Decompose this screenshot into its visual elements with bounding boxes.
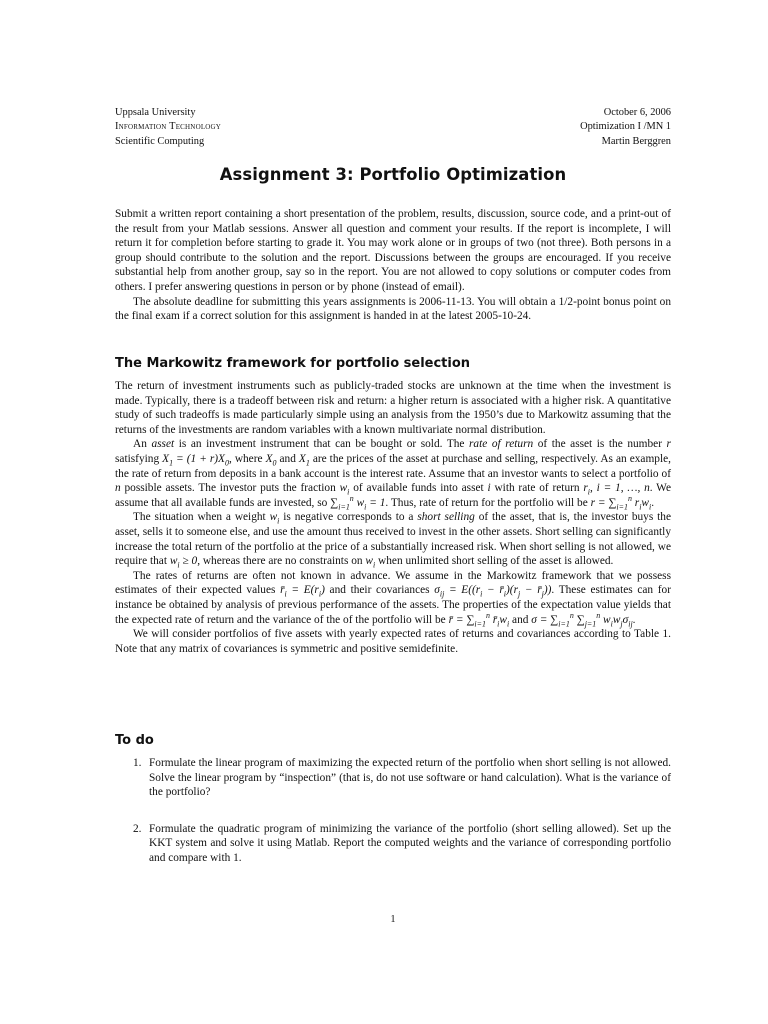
text-span: of the asset is the number xyxy=(537,438,662,451)
math-wi: $w_i$ xyxy=(339,482,350,497)
todo-item-text: Formulate the quadratic program of minimizing the variance of the portfolio (short selling allowed). Set up the KKT system and solve it using Matlab. Report the computed weights and the variance of corresponding portfolio and compare with 1. xyxy=(149,822,671,864)
text-span: with rate of return xyxy=(494,482,580,495)
todo-item-text: Formulate the linear program of maximizing the expected return of the portfolio when short selling is not allowed. Solve the linear program by “inspection” (that is, do not use software or hand calculation). What is the variance of the portfolio? xyxy=(149,757,671,799)
math-return-equation: $X_1 = (1 + r)X_0$ xyxy=(162,452,229,468)
text-span: . These estimates can for instance be obtained by analysis of previous performance of the assets. The properties of the expectation value yields that the expected rate of return and the variance of the of the portfolio will be xyxy=(115,584,671,626)
text-span: is an investment instrument that can be bought or sold. The xyxy=(178,438,465,451)
term-rate-of-return: rate of return xyxy=(469,438,534,451)
todo-item-2 xyxy=(115,822,671,866)
page-number: 1 xyxy=(390,914,396,925)
math-n: n xyxy=(115,482,121,495)
text-span: of the asset, that is, the investor buys the asset, sells it to someone else, and use the amount thus received to invest in the other assets. Short selling can significantly increase the total return of the portfolio at the price of a substantially increased risk. When short selling is not allowed, we require that xyxy=(115,511,672,568)
header-university: Uppsala University xyxy=(115,107,196,118)
term-asset: asset xyxy=(151,438,175,451)
math-r: r xyxy=(666,438,671,451)
text-span: possible assets. The investor puts the fraction xyxy=(124,482,336,495)
text-span: . We assume that all available funds are invested, so xyxy=(115,482,672,509)
intro-paragraph-2: The absolute deadline for submitting this years assignments is 2006-11-13. You will obtain a 1/2-point bonus point on the final exam if a correct solution for this assignment is handed in at the latest 2005-10-24. xyxy=(115,295,671,323)
math-i: i xyxy=(487,482,491,495)
text-span: An xyxy=(133,438,147,451)
section-heading-markowitz: The Markowitz framework for portfolio selection xyxy=(115,356,471,371)
math-wi: $w_i$ xyxy=(365,555,376,570)
text-span: and xyxy=(512,613,529,626)
page-title: Assignment 3: Portfolio Optimization xyxy=(219,165,567,184)
math-wi: $w_i$ xyxy=(269,511,280,526)
markowitz-paragraph-3 xyxy=(115,510,671,568)
header-division: Scientific Computing xyxy=(115,135,205,147)
todo-item-number: 2. xyxy=(133,822,142,835)
math-expected-value: $r̄_i = E(r_i)$ xyxy=(280,584,325,599)
header-left xyxy=(115,106,221,149)
markowitz-paragraph-5: We will consider portfolios of five assets with yearly expected rates of returns and covariances according to Table 1. Note that any matrix of covariances is symmetric and positive semidefinite. xyxy=(115,628,671,655)
header-date: October 6, 2006 xyxy=(603,107,671,118)
math-ri-range: $r_i$, i = 1, …, n xyxy=(583,482,650,497)
math-portfolio-return: $r = \sum_{i=1}^n$ $r_iw_i$ xyxy=(590,493,652,512)
header-right xyxy=(580,106,671,149)
text-span: of available funds into asset xyxy=(353,482,484,495)
text-span: when unlimited short selling of the asset is allowed. xyxy=(378,555,614,568)
text-span: The situation when a weight xyxy=(133,511,266,524)
math-x0: $X_0$ xyxy=(265,452,277,468)
todo-item-1 xyxy=(115,756,671,800)
markowitz-paragraph-1: The return of investment instruments such as publicly-traded stocks are unknown at the time when the investment is made. Typically, there is a tradeoff between risk and return: a higher return is associated with a higher risk. A quantitative study of such tradeoffs is made particularly simple using an analysis from the 1950’s due to Markowitz assuming that the returns of the investments are random variables with a known multivariate normal distribution. xyxy=(115,380,671,436)
markowitz-paragraph-2: An asset is an investment instrument that can be bought or sold. The rate of return of the asset is the number r satisfying $X_1 = (1 + r)X_0$, where $X_0$ and $X_1$ are the prices of the asset at purchase and selling, respectively. As an example, the rate of return from deposits in a bank account is the interest rate. Assume that an investor wants to select a portfolio of n possible assets. The investor puts the fraction $w_i$ of available funds into asset i with rate of return $r_i$, i = 1, …, n. We assume that all available funds are invested, so $\sum_{i=1}^n$ $w_i = 1$. Thus, rate of return for the portfolio will be $r = \sum_{i=1}^n$ $r_iw_i$. xyxy=(115,438,672,512)
text-span: . Thus, rate of return for the portfolio will be xyxy=(385,496,588,509)
text-span: are the prices of the asset at purchase and selling, respectively. As an example, the rate of return from deposits in a bank account is the interest rate. Assume that an investor wants to select a portfolio of xyxy=(115,452,671,480)
text-span: , whereas there are no constraints on xyxy=(197,555,363,568)
header-course: Optimization I /MN 1 xyxy=(580,121,671,133)
math-sum-weights: $\sum_{i=1}^n$ $w_i = 1$ xyxy=(330,493,386,512)
todo-list xyxy=(115,756,671,866)
markowitz-paragraph-4: The rates of returns are often not known in advance. We assume in the Markowitz framework that we possess estimates of their expected values $r̄_i = E(r_i)$ and their covariances $\sigma_{ij} = E((r_i$ − $r̄_i)(r_j$ − $r̄_j$)). These estimates can for instance be obtained by analysis of previous performance of the assets. The properties of the expectation value yields that the expected rate of return and the variance of the of the portfolio will be r̄ = $\sum_{i=1}^n$ $r̄_iw_i$ and $\sigma = \sum_{i=1}^n$ $\sum_{j=1}^n$ $w_iw_j\sigma_{ij}$. xyxy=(115,569,671,628)
math-covariance: $\sigma_{ij} = E((r_i$ − $r̄_i)(r_j$ − $r̄_j$)) xyxy=(434,584,552,599)
todo-item-number: 1. xyxy=(133,757,142,769)
markowitz-section xyxy=(115,379,671,656)
math-portfolio-variance: $\sigma = \sum_{i=1}^n$ $\sum_{j=1}^n$ $w_iw_j\sigma_{ij}$ xyxy=(531,610,633,628)
text-span: and their covariances xyxy=(329,584,430,597)
math-x1: $X_1$ xyxy=(298,452,310,468)
text-span: satisfying xyxy=(115,452,160,465)
math-wi-nonneg: $w_i \ge 0$ xyxy=(169,555,198,570)
header-author: Martin Berggren xyxy=(601,135,671,147)
text-span: The rates of returns are often not known in advance. We assume in the Markowitz framework that we possess estimates of their expected values xyxy=(115,569,671,597)
intro-paragraph-1: Submit a written report containing a short presentation of the problem, results, discussion, source code, and a print-out of the result from your Matlab sessions. Answer all question and comment your results. If the report is incomplete, I will return it for completion before starting to grade it. You may work alone or in groups of two (not three). Both persons in a group should contribute to the solution and the report. Discussions between the groups are encouraged. If you receive substantial help from another group, say so in the report. You are not allowed to copy solutions or computer codes from others. I prefer answering questions in person or by phone (instead of email). xyxy=(115,208,671,293)
math-expected-portfolio-return: r̄ = $\sum_{i=1}^n$ $r̄_iw_i$ xyxy=(448,610,510,628)
header-department: Information Technology xyxy=(115,121,222,133)
term-short-selling: short selling xyxy=(417,511,475,524)
text-span: is negative corresponds to a xyxy=(283,511,414,524)
text-span: and xyxy=(279,452,296,465)
text-span: , where xyxy=(228,452,263,465)
intro-section xyxy=(115,207,671,324)
section-heading-todo: To do xyxy=(115,733,154,748)
